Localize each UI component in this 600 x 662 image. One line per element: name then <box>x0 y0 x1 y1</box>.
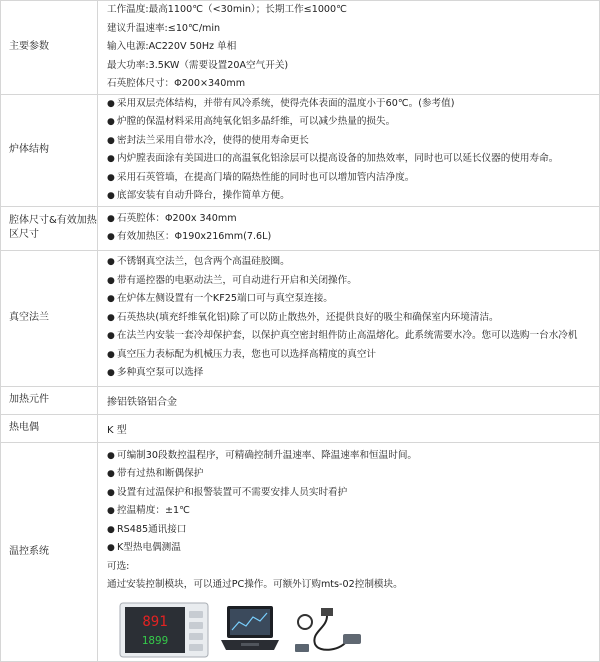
bullet-item: ● 有效加热区：Φ190x216mm(7.6L) <box>107 228 595 247</box>
bullet-item: ● 密封法兰采用自带水冷，使得的使用寿命更长 <box>107 132 595 151</box>
bullet-icon: ● <box>107 191 115 201</box>
cable-image <box>291 602 367 661</box>
bullet-item: ● K型热电偶测温 <box>107 539 595 558</box>
row-temp-control <box>1 442 600 661</box>
bullet-icon: ● <box>107 469 115 479</box>
row-vacuum-flange <box>1 250 600 386</box>
row-value <box>98 1 600 95</box>
param-line: 输入电源:AC220V 50Hz 单相 <box>107 41 237 52</box>
bullet-item: ● 真空压力表标配为机械压力表，您也可以选择高精度的真空计 <box>107 346 595 365</box>
row-label: 热电偶 <box>1 414 98 442</box>
row-value <box>98 250 600 386</box>
row-label: 主要参数 <box>1 1 98 95</box>
bullet-icon: ● <box>107 172 115 183</box>
row-value <box>98 442 600 661</box>
row-furnace-structure <box>1 94 600 206</box>
laptop-image <box>219 602 281 661</box>
bullet-icon: ● <box>107 349 115 360</box>
row-thermocouple <box>1 414 600 442</box>
bullet-item: ● 底部安装有自动升降台，操作简单方便。 <box>107 187 595 206</box>
bullet-icon: ● <box>107 331 115 342</box>
bullet-icon: ● <box>107 368 115 379</box>
bullet-icon: ● <box>107 257 115 268</box>
row-main-params <box>1 1 600 95</box>
param-line: 石英腔体尺寸：Φ200×340mm <box>107 78 246 89</box>
row-chamber-size <box>1 206 600 250</box>
controller-bottom-reading: 1899 <box>141 633 169 647</box>
row-value: K 型 <box>98 414 600 442</box>
bullet-item: ● 不锈钢真空法兰，包含两个高温硅胶圈。 <box>107 253 595 272</box>
bullet-icon: ● <box>107 543 115 553</box>
bullet-icon: ● <box>107 98 115 109</box>
bullet-item: ● 多种真空泵可以选择 <box>107 364 595 383</box>
bullet-icon: ● <box>107 487 115 498</box>
optional-label: 可选: <box>107 560 130 572</box>
bullet-item: ● 采用石英管墙，在提高门墙的隔热性能的同时也可以增加管内洁净度。 <box>107 169 595 188</box>
bullet-item: ● 带有遥控器的电驱动法兰，可自动进行开启和关闭操作。 <box>107 272 595 291</box>
bullet-icon: ● <box>107 312 115 323</box>
bullet-icon: ● <box>107 450 115 461</box>
bullet-icon: ● <box>107 117 115 127</box>
row-label: 腔体尺寸&有效加热区尺寸 <box>1 206 98 250</box>
bullet-icon: ● <box>107 135 115 146</box>
bullet-item: ● 可编制30段数控温程序，可精确控制升温速率、降温速率和恒温时间。 <box>107 447 595 466</box>
row-value: 掺铝铁铬铝合金 <box>98 386 600 414</box>
bullet-icon: ● <box>107 213 115 224</box>
bullet-item: ● 在炉体左侧设置有一个KF25端口可与真空泵连接。 <box>107 290 595 309</box>
row-label: 温控系统 <box>1 442 98 661</box>
bullet-item: ● 在法兰内安装一套冷却保护套，以保护真空密封组件防止高温熔化。此系统需要水冷。您可以选购一台水冷机 <box>107 327 595 346</box>
row-label: 炉体结构 <box>1 94 98 206</box>
optional-note: 通过安装控制模块，可以通过PC操作。可额外订购mts-02控制模块。 <box>107 579 403 590</box>
row-value <box>98 94 600 206</box>
bullet-item: ● 炉膛的保温材料采用高纯氧化铝多晶纤维，可以减少热量的损失。 <box>107 113 595 132</box>
bullet-icon: ● <box>107 154 115 164</box>
bullet-icon: ● <box>107 294 115 305</box>
bullet-item: ● 石英热块(填充纤维氧化铝)除了可以防止散热外，还提供良好的吸尘和确保室内环境清洁。 <box>107 309 595 328</box>
bullet-item: ● 控温精度：±1℃ <box>107 502 595 521</box>
row-label: 真空法兰 <box>1 250 98 386</box>
bullet-icon: ● <box>107 275 115 286</box>
bullet-icon: ● <box>107 506 115 516</box>
bullet-item: ● 带有过热和断偶保护 <box>107 465 595 484</box>
controller-top-reading: 891 <box>142 613 168 630</box>
param-line: 工作温度:最高1100℃（<30min）；长期工作≤1000℃ <box>107 4 347 15</box>
bullet-item: ● 采用双层壳体结构，并带有风冷系统，使得壳体表面的温度小于60℃。(参考值) <box>107 95 595 114</box>
controller-image <box>119 602 209 661</box>
bullet-icon: ● <box>107 232 115 242</box>
bullet-item: ● 石英腔体：Φ200x 340mm <box>107 210 595 229</box>
param-line: 最大功率:3.5KW（需要设置20A空气开关) <box>107 59 289 71</box>
row-heating-element <box>1 386 600 414</box>
bullet-icon: ● <box>107 524 115 535</box>
bullet-item: ● 内炉膛表面涂有美国进口的高温氧化铝涂层可以提高设备的加热效率，同时也可以延长仪器的使用寿命。 <box>107 150 595 169</box>
product-images <box>107 601 595 661</box>
row-value <box>98 206 600 250</box>
bullet-item: ● 设置有过温保护和报警装置可不需要安排人员实时看护 <box>107 484 595 503</box>
param-line: 建议升温速率:≤10℃/min <box>107 22 221 34</box>
row-label: 加热元件 <box>1 386 98 414</box>
bullet-item: ● RS485通讯接口 <box>107 521 595 540</box>
